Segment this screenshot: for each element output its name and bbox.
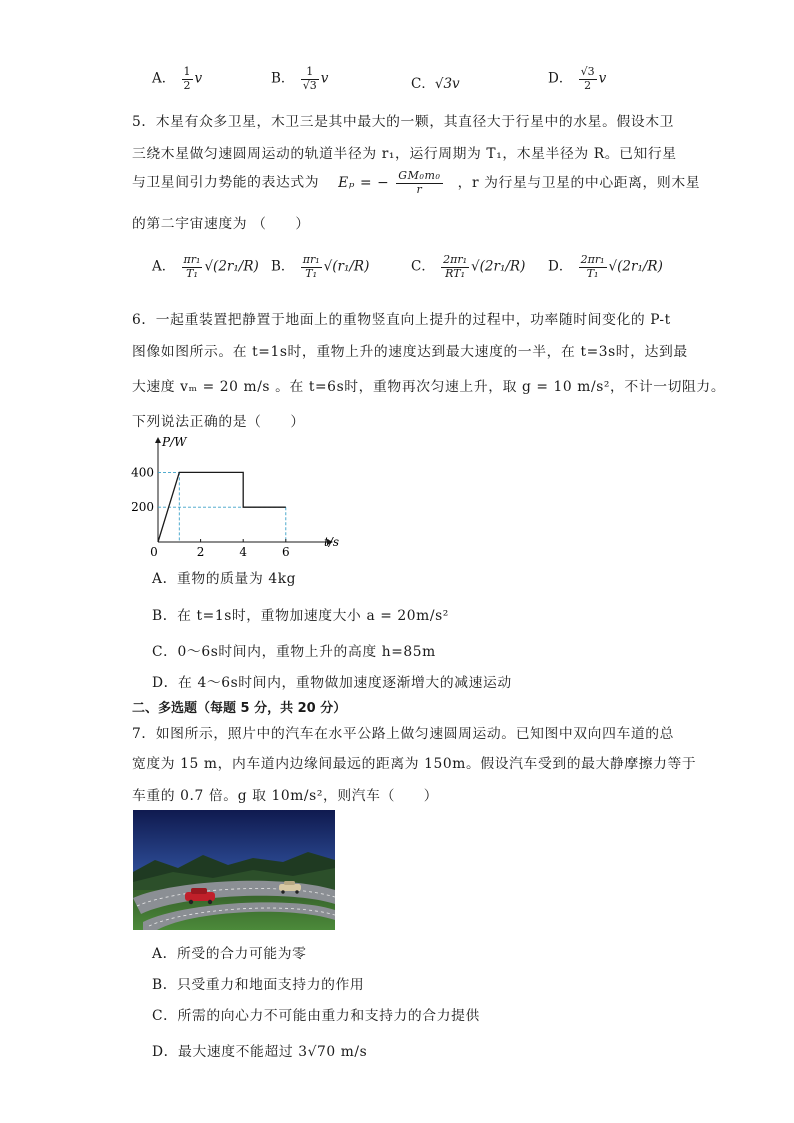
q5-line-2: 三绕木星做匀速圆周运动的轨道半径为 r₁，运行周期为 T₁，木星半径为 R。已知行星 xyxy=(132,146,677,162)
origin-label: 0 xyxy=(150,545,158,559)
q7-line-2: 宽度为 15 m，内车道内边缘间最远的距离为 150m。假设汽车受到的最大静摩擦力等于 xyxy=(132,756,697,772)
q6-line-3: 大速度 vₘ = 20 m/s 。在 t=6s时，重物再次匀速上升，取 g = 10 m/s²，不计一切阻力。 xyxy=(132,379,726,395)
q6-option-d: D．在 4～6s时间内，重物做加速度逐渐增大的减速运动 xyxy=(152,675,512,691)
q7-line-3: 车重的 0.7 倍。g 取 10m/s²，则汽车（ ） xyxy=(132,788,439,804)
q5-line-1: 5．木星有众多卫星，木卫三是其中最大的一颗，其直径大于行星中的水星。假设木卫 xyxy=(132,114,675,130)
q7-option-d: D．最大速度不能超过 3√70 m/s xyxy=(152,1044,368,1060)
q5-option-d: D． $\frac{\text{2πr₁}}{\text{T₁}}$ √(2r₁/R) xyxy=(548,253,663,280)
q7-option-b: B．只受重力和地面支持力的作用 xyxy=(152,977,365,993)
x-tick-label: 2 xyxy=(196,545,205,559)
x-tick-label: 6 xyxy=(281,545,290,559)
q6-option-a: A．重物的质量为 4kg xyxy=(152,571,297,587)
q7-line-1: 7．如图所示，照片中的汽车在水平公路上做匀速圆周运动。已知图中双向四车道的总 xyxy=(132,726,675,742)
q7-option-c: C．所需的向心力不可能由重力和支持力的合力提供 xyxy=(152,1008,480,1024)
y-axis-label: P/W xyxy=(162,435,187,449)
power-time-chart xyxy=(120,432,350,562)
q5-option-a: A． $\frac{\text{πr₁}}{\text{T₁}}$ √(2r₁/R) xyxy=(152,253,259,280)
q4-option-c: C．√3v xyxy=(411,76,460,92)
y-tick-label: 400 xyxy=(131,465,154,480)
section-heading-multiple-choice: 二、多选题（每题 5 分，共 20 分） xyxy=(132,701,347,716)
q7-option-a: A．所受的合力可能为零 xyxy=(152,946,307,962)
x-axis-label: t/s xyxy=(324,535,340,549)
potential-energy-fraction: $\frac{\text{GM₀m₀}}{r}$ xyxy=(398,169,441,196)
q5-option-c: C． $\frac{\text{2πr₁}}{\text{RT₁}}$ √(2r₁/R) xyxy=(411,253,526,280)
q4-option-d: D． $\frac{√3}{2}$ v xyxy=(548,65,607,92)
y-tick-label: 200 xyxy=(131,500,154,515)
q6-line-4: 下列说法正确的是（ ） xyxy=(132,414,305,430)
q6-line-2: 图像如图所示。在 t=1s时，重物上升的速度达到最大速度的一半，在 t=3s时，达到最 xyxy=(132,344,688,360)
q4-option-b: B． $\frac{1}{√3}$ v xyxy=(271,65,329,92)
q4-option-a: A． $\frac{1}{2}$ v xyxy=(152,65,203,92)
curved-road-photo xyxy=(133,810,335,930)
power-series-line xyxy=(158,472,286,542)
q5-line-3: 与卫星间引力势能的表达式为 Eₚ = − $\frac{\text{GM₀m₀}}{r}$ ，r 为行星与卫星的中心距离，则木星 xyxy=(132,169,701,196)
q6-option-b: B．在 t=1s时，重物加速度大小 a = 20m/s² xyxy=(152,608,449,624)
potential-energy-lhs: Eₚ = − xyxy=(338,174,390,191)
x-tick-label: 4 xyxy=(239,545,248,559)
q5-option-b: B． $\frac{\text{πr₁}}{\text{T₁}}$ √(r₁/R) xyxy=(271,253,370,280)
q6-line-1: 6．一起重装置把静置于地面上的重物竖直向上提升的过程中，功率随时间变化的 P-t xyxy=(132,312,671,328)
q5-line-4: 的第二宇宙速度为 （ ） xyxy=(132,216,310,232)
q6-option-c: C．0～6s时间内，重物上升的高度 h=85m xyxy=(152,644,436,660)
